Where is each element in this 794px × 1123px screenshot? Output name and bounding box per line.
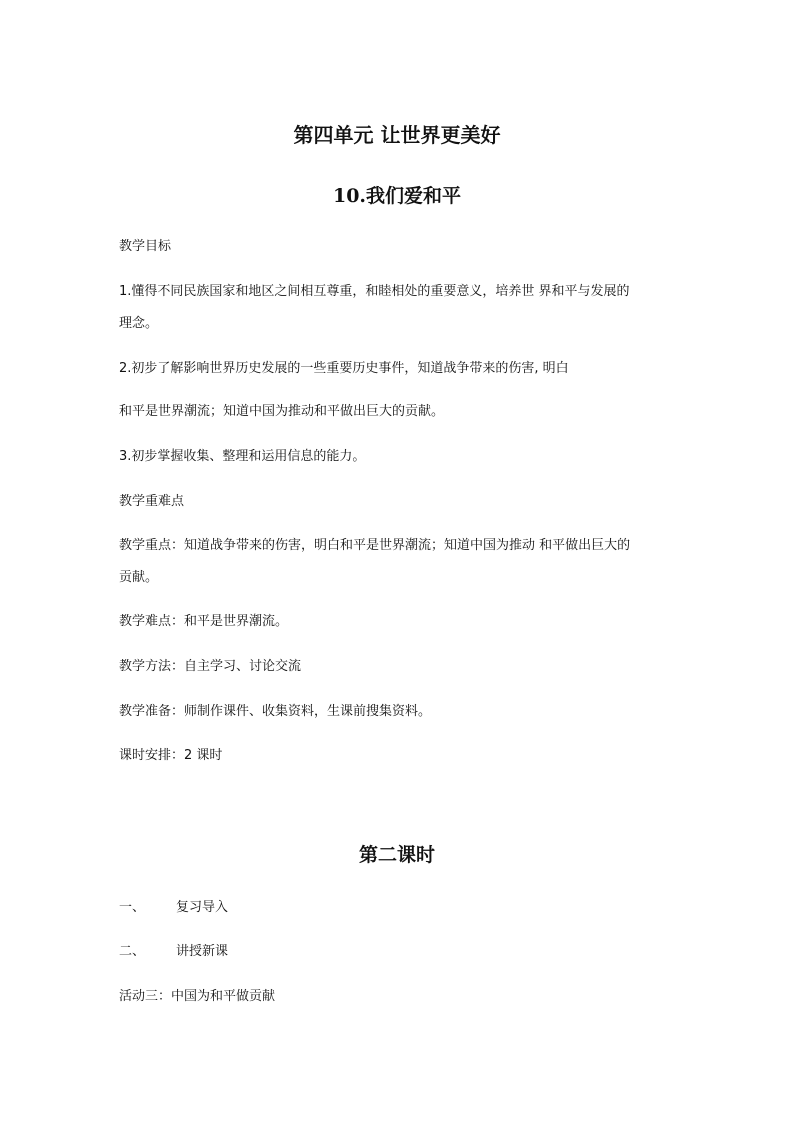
section-1-text: 复习导入 [176, 900, 229, 915]
objective-2-line-1: 2.初步了解影响世界历史发展的一些重要历史事件，知道战争带来的伤害, 明白 [119, 361, 569, 376]
class-schedule: 课时安排：2 课时 [119, 748, 223, 763]
teaching-method: 教学方法：自主学习、讨论交流 [119, 659, 302, 674]
section-2-text: 讲授新课 [176, 944, 229, 959]
section-1-number: 一、 [119, 900, 146, 915]
section-2-number: 二、 [119, 944, 146, 959]
activity-3: 活动三：中国为和平做贡献 [119, 989, 276, 1004]
lesson-title: 10.我们爱和平 [332, 185, 462, 207]
objectives-heading: 教学目标 [119, 239, 172, 254]
objective-1-line-1: 1.懂得不同民族国家和地区之间相互尊重，和睦相处的重要意义，培养世 界和平与发展的 [119, 284, 630, 299]
difficult-point: 教学难点：和平是世界潮流。 [119, 614, 289, 629]
period-title: 第二课时 [358, 844, 435, 866]
unit-title: 第四单元 让世界更美好 [293, 123, 501, 147]
key-point-line-2: 贡献。 [119, 570, 159, 585]
teaching-preparation: 教学准备：师制作课件、收集资料，生课前搜集资料。 [119, 704, 432, 719]
objective-3: 3.初步掌握收集、整理和运用信息的能力。 [119, 449, 366, 464]
objective-1-line-2: 理念。 [119, 316, 159, 331]
objective-2-line-2: 和平是世界潮流；知道中国为推动和平做出巨大的贡献。 [119, 404, 445, 419]
keypoints-heading: 教学重难点 [119, 494, 185, 509]
key-point-line-1: 教学重点：知道战争带来的伤害，明白和平是世界潮流；知道中国为推动 和平做出巨大的 [119, 538, 631, 553]
